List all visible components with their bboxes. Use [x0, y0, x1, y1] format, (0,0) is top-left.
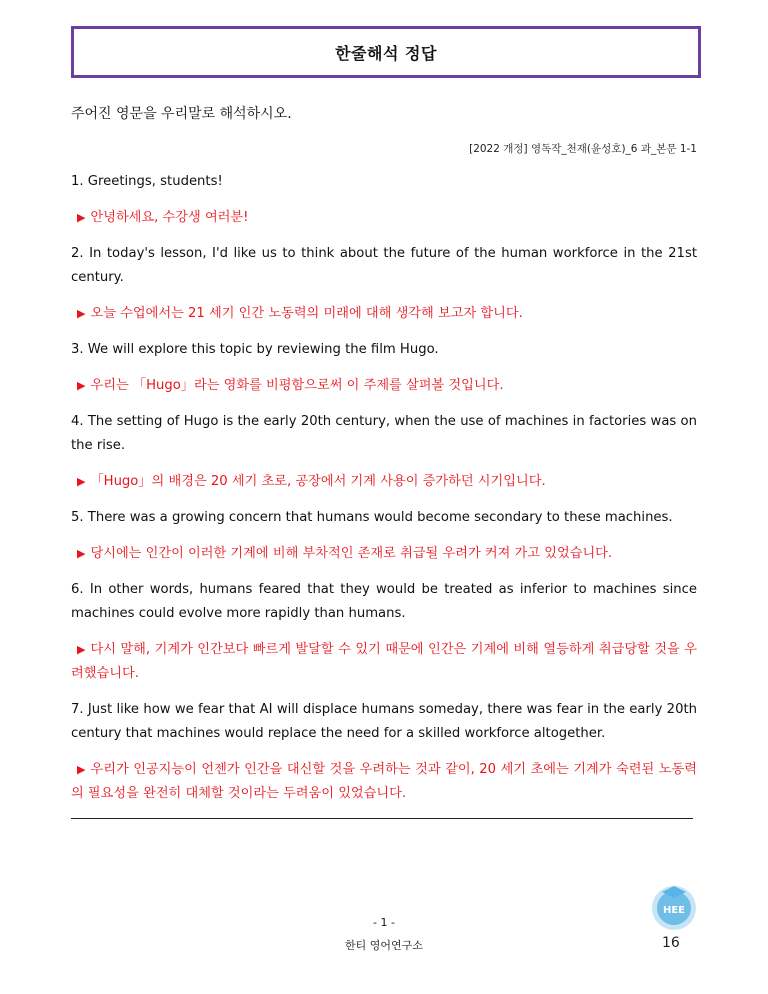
divider-line	[71, 818, 693, 819]
arrow-icon: ▶	[77, 547, 86, 560]
arrow-icon: ▶	[77, 211, 86, 224]
korean-translation	[71, 758, 697, 806]
footer-organization: 한티 영어연구소	[345, 939, 423, 952]
korean-text: 우리가 인공지능이 언젠가 인간을 대신할 것을 우려하는 것과 같이, 20 세기 초에는 기계가 숙련된 노동력의 필요성을 완전히 대체할 것이라는 두려움이 있었습니다.	[71, 762, 697, 801]
instruction-text: 주어진 영문을 우리말로 해석하시오.	[71, 106, 292, 122]
sentence-item	[71, 170, 697, 230]
korean-translation	[71, 302, 697, 326]
korean-translation	[71, 374, 697, 398]
page-title: 한줄해석 정답	[335, 43, 437, 63]
korean-text: 「Hugo」의 배경은 20 세기 초로, 공장에서 기계 사용이 증가하던 시기입니다.	[90, 474, 546, 489]
sentence-item	[71, 338, 697, 398]
english-sentence: 1. Greetings, students!	[71, 174, 223, 189]
sentence-item	[71, 578, 697, 686]
title-box	[71, 26, 701, 78]
arrow-icon: ▶	[77, 643, 86, 656]
page-total: 16	[662, 935, 680, 951]
source-label: [2022 개정] 영독작_천재(윤성호)_6 과_본문 1-1	[469, 143, 697, 155]
korean-translation	[71, 206, 697, 230]
korean-text: 안녕하세요, 수강생 여러분!	[90, 210, 249, 225]
english-sentence: 4. The setting of Hugo is the early 20th century, when the use of machines in factories was on the rise.	[71, 414, 697, 453]
english-sentence: 6. In other words, humans feared that they would be treated as inferior to machines since machines could evolve more rapidly than humans.	[71, 582, 697, 621]
sentence-item	[71, 410, 697, 494]
sentence-item	[71, 506, 697, 566]
english-sentence: 3. We will explore this topic by reviewing the film Hugo.	[71, 342, 439, 357]
english-sentence: 2. In today's lesson, I'd like us to think about the future of the human workforce in the 21st century.	[71, 246, 697, 285]
korean-text: 우리는 「Hugo」라는 영화를 비평함으로써 이 주제를 살펴볼 것입니다.	[90, 378, 504, 393]
korean-text: 당시에는 인간이 이러한 기계에 비해 부차적인 존재로 취급될 우려가 커져 가고 있었습니다.	[90, 546, 613, 561]
logo-text: HEE	[662, 905, 686, 916]
arrow-icon: ▶	[77, 475, 86, 488]
korean-translation	[71, 638, 697, 686]
page-number: - 1 -	[373, 916, 395, 929]
english-sentence: 7. Just like how we fear that AI will displace humans someday, there was fear in the early 20th century that machines would replace the need for a skilled workforce altogether.	[71, 702, 697, 741]
korean-translation	[71, 542, 697, 566]
korean-translation	[71, 470, 697, 494]
korean-text: 오늘 수업에서는 21 세기 인간 노동력의 미래에 대해 생각해 보고자 합니다.	[90, 306, 523, 321]
arrow-icon: ▶	[77, 379, 86, 392]
korean-text: 다시 말해, 기계가 인간보다 빠르게 발달할 수 있기 때문에 인간은 기계에 비해 열등하게 취급당할 것을 우려했습니다.	[71, 642, 697, 681]
english-sentence: 5. There was a growing concern that humans would become secondary to these machines.	[71, 510, 673, 525]
sentence-list	[71, 170, 697, 818]
arrow-icon: ▶	[77, 307, 86, 320]
sentence-item	[71, 242, 697, 326]
sentence-item	[71, 698, 697, 806]
arrow-icon: ▶	[77, 763, 86, 776]
